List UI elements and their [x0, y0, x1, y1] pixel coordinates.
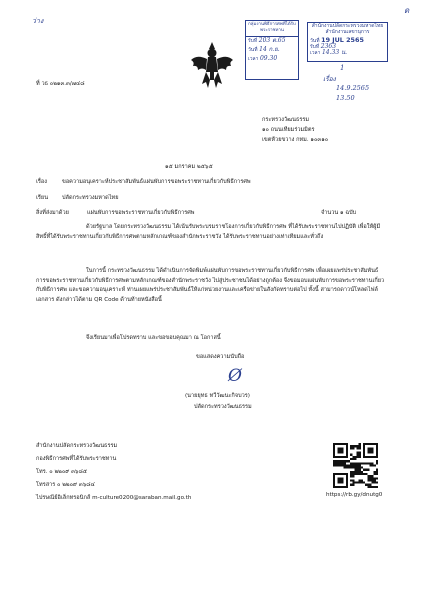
- closing: ขอแสดงความนับถือ: [196, 354, 245, 360]
- stamp-right-recv-value: 2363: [320, 42, 337, 50]
- qr-code-icon: [333, 443, 378, 488]
- sender-address-line-2: ๑๐ ถนนเทียมร่วมมิตร: [262, 127, 315, 133]
- signer-name: (นายยุทธ ทวีวัฒนะกิจบวร): [185, 393, 250, 399]
- handwritten-note-3: 14.9.2565: [336, 84, 370, 92]
- stamp-right-line1: สำนักงานปลัดกระทรวงมหาดไทย: [311, 23, 384, 29]
- division-name: กองพิธีการศพที่ได้รับพระราชทาน: [36, 456, 117, 462]
- enclosure-label: สิ่งที่ส่งมาด้วย: [36, 210, 69, 216]
- stamp-left-line1: กลุ่มงานพิธีการศพที่ได้รับ: [248, 22, 296, 27]
- stamp-right-recv-label: รับที่: [310, 43, 320, 50]
- subject-label: เรื่อง: [36, 179, 48, 185]
- telephone: โทร. ๐ ๒๒๐๙ ๓๖๘๕: [36, 469, 88, 475]
- to-text: ปลัดกระทรวงมหาดไทย: [62, 195, 119, 201]
- to-label: เรียน: [36, 195, 49, 201]
- stamp-right-date-label: วันที่: [310, 37, 320, 44]
- stamp-left-line2: พระราชทาน: [260, 28, 284, 34]
- garuda-emblem: [189, 40, 235, 90]
- receipt-stamp-left: [245, 20, 299, 80]
- stamp-right-time-value: 14.33 น.: [321, 49, 348, 57]
- corner-mark: ว่าง: [32, 17, 44, 25]
- body-paragraph-3: จึงเรียนมาเพื่อโปรดทราบ และขอขอบคุณมา ณ โอกาสนี้: [86, 335, 221, 341]
- stamp-left-date-label: วันที่: [248, 46, 258, 53]
- receipt-stamp-right: [307, 22, 388, 62]
- sender-address-line-3: เขตห้วยขวาง กทม. ๑๐๓๑๐: [262, 137, 329, 143]
- stamp-left-recv-value: 203 ต.65: [258, 36, 286, 44]
- handwritten-note-1: 1: [340, 64, 345, 72]
- stamp-left-date-value: 14 ก.ย.: [259, 45, 280, 53]
- handwritten-note-2: เรื่อง: [323, 75, 336, 83]
- office-name: สำนักงานปลัดกระทรวงวัฒนธรรม: [36, 443, 118, 449]
- email: ไปรษณีย์อิเล็กทรอนิกส์ m-culture0200@saraban.mail.go.th: [36, 495, 192, 501]
- garuda-icon: [189, 40, 235, 90]
- page-number: ด: [404, 6, 410, 15]
- subject-text: ขอความอนุเคราะห์ประชาสัมพันธ์แผ่นพับการขอพระราชทานเกี่ยวกับพิธีการศพ: [62, 179, 251, 185]
- stamp-right-date-value: 19 JUL 2565: [321, 35, 364, 44]
- signer-title: ปลัดกระทรวงวัฒนธรรม: [194, 404, 252, 410]
- sender-address-line-1: กระทรวงวัฒนธรรม: [262, 117, 310, 123]
- handwritten-note-4: 13.50: [336, 94, 355, 102]
- document-date: ๑๕ มกราคม ๒๕๖๕: [165, 164, 213, 170]
- body-paragraph-1: ด้วยรัฐบาล โดยกระทรวงวัฒนธรรม ได้เน้นรับพระบรมราชโองการเกี่ยวกับพิธีการศพ ที่ได้รับพระราชทานไปปฏิบัติ เพื่อให้ผู้มีสิทธิ์ที่ได้รับพระราชทานเกี่ยวกับพิธีการศพตามหลักเกณฑ์ของสำนักพระราชวัง ได้รับพระราชทานอย่างเท่าเทียมและทั่วถึง: [36, 224, 381, 240]
- stamp-left-time-value: 09.30: [259, 55, 278, 63]
- stamp-right-time-label: เวลา: [310, 50, 321, 57]
- qr-code[interactable]: [333, 443, 378, 488]
- stamp-left-recv-label: รับที่: [248, 37, 258, 44]
- qr-url[interactable]: https://rb.gy/dnutg0: [326, 492, 383, 498]
- body-paragraph-2: ในการนี้ กระทรวงวัฒนธรรม ได้ดำเนินการจัดพิมพ์แผ่นพับการขอพระราชทานเกี่ยวกับพิธีการศพ เพื่อเผยแพร่ประชาสัมพันธ์การขอพระราชทานเกี่ยวกับพิธีการศพตามหลักเกณฑ์ของสำนักพระราชวัง ไปสู่ประชาชนได้อย่างถูกต้อง จึงขอมอบแผ่นพับการขอพระราชทานเกี่ยวกับพิธีการศพ และขอความอนุเคราะห์ ท่านเผยแพร่ประชาสัมพันธ์ให้แก่หน่วยงานและเครือข่ายในสังกัดทราบต่อไป ทั้งนี้ สามารถดาวน์โหลดไฟล์เอกสาร ดังกล่าวได้ตาม QR Code ด้านท้ายหนังสือนี้: [36, 268, 385, 303]
- stamp-right-line2: สำนักงานเลขานุการ: [325, 29, 370, 36]
- signature: Ø: [228, 366, 242, 386]
- enclosure-quantity: จำนวน ๑ ฉบับ: [321, 210, 357, 216]
- enclosure-text: แผ่นพับการขอพระราชทานเกี่ยวกับพิธีการศพ: [87, 210, 195, 216]
- reference-number: ที่ วธ ๐๒๑๓.๓/๗๔๘: [36, 81, 85, 87]
- fax: โทรสาร ๐ ๒๒๐๙ ๓๖๘๔: [36, 482, 95, 488]
- stamp-left-time-label: เวลา: [248, 56, 259, 63]
